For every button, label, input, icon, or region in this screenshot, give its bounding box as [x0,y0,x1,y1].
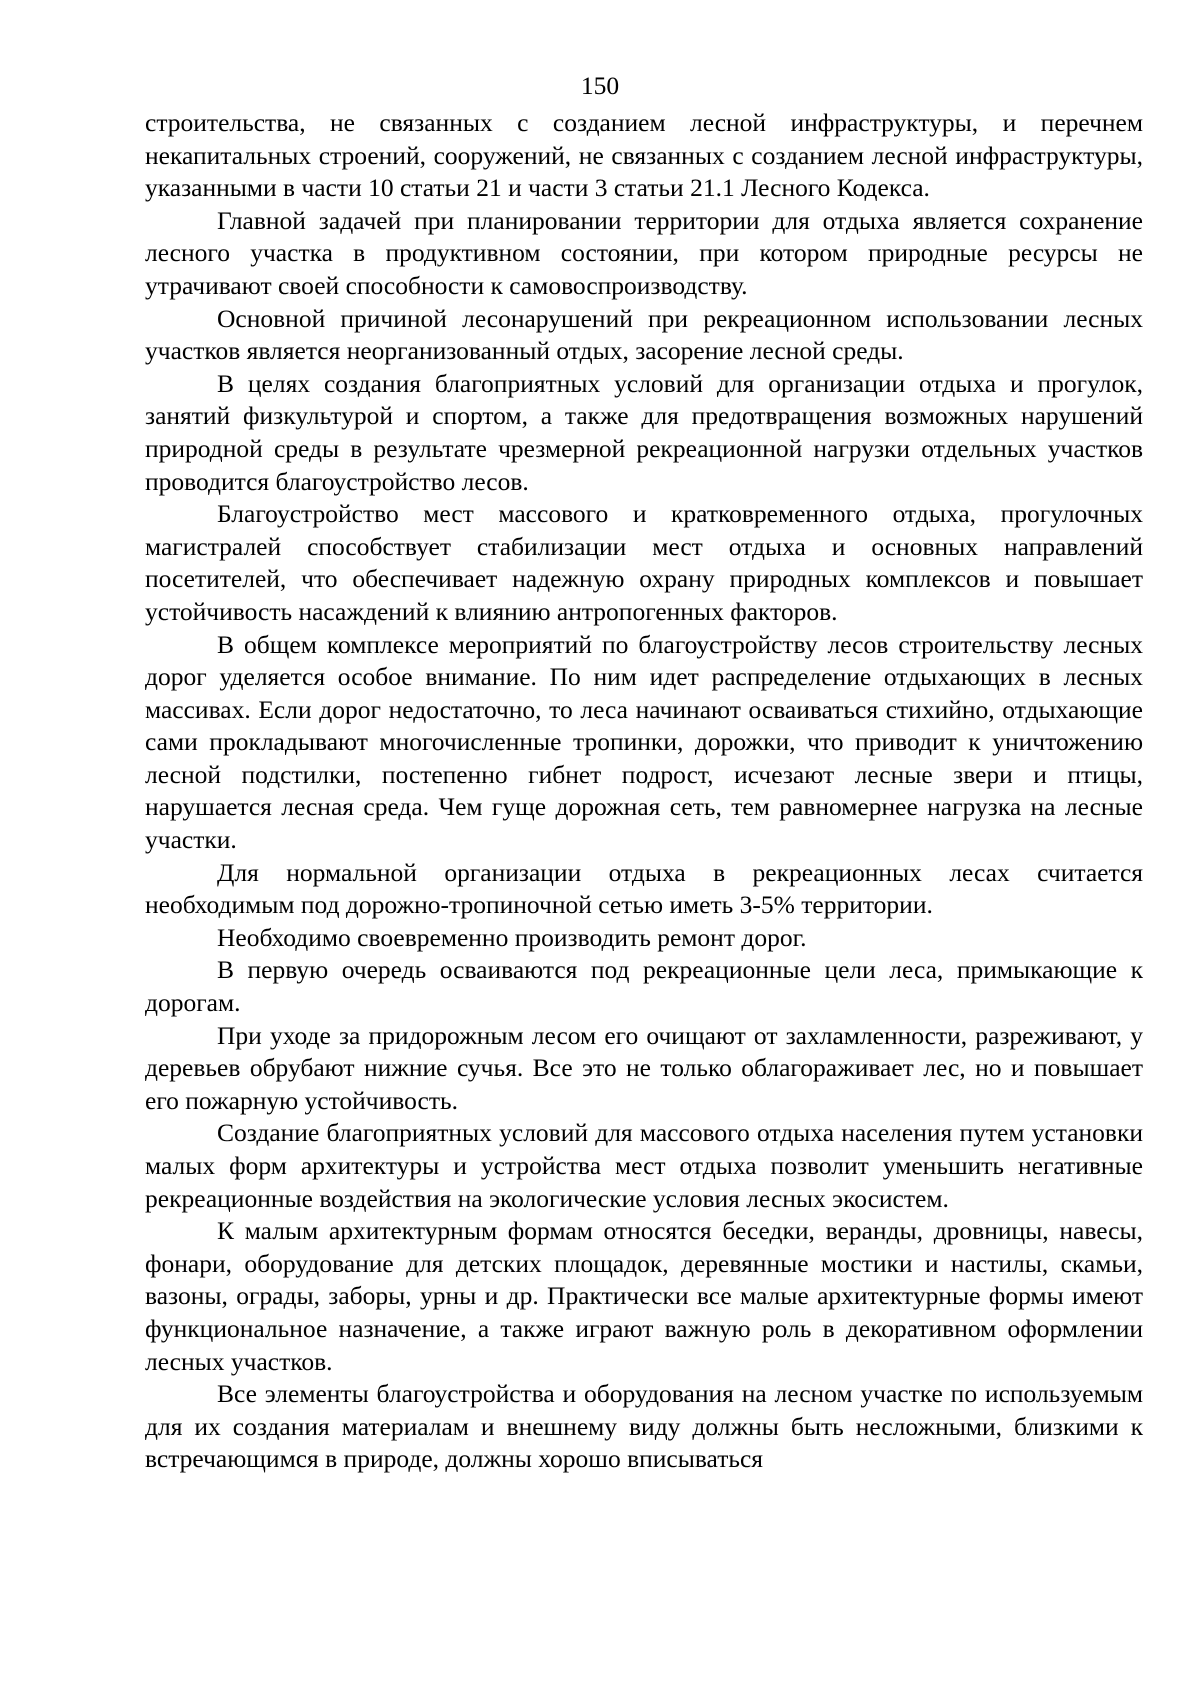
paragraph-continuation: строительства, не связанных с созданием лесной инфраструктуры, и перечнем некапитальных строений, сооружений, не связанных с созданием лесной инфраструктуры, указанными в части 10 статьи 21 и части 3 статьи 21.1 Лесного Кодекса. [145,108,1143,203]
paragraph: В целях создания благоприятных условий для организации отдыха и прогулок, занятий физкультурой и спортом, а также для предотвращения возможных нарушений природной среды в результате чрезмерной рекреационной нагрузки отдельных участков проводится благоустройство лесов. [145,368,1143,496]
paragraph: К малым архитектурным формам относятся беседки, веранды, дровницы, навесы, фонари, оборудование для детских площадок, деревянные мостики и настилы, скамьи, вазоны, ограды, заборы, урны и др. Практически все малые архитектурные формы имеют функциональное назначение, а также играют важную роль в декоративном оформлении лесных участков. [145,1216,1143,1376]
paragraph: В общем комплексе мероприятий по благоустройству лесов строительству лесных дорог уделяется особое внимание. По ним идет распределение отдыхающих в лесных массивах. Если дорог недостаточно, то леса начинают осваиваться стихийно, отдыхающие сами прокладывают многочисленные тропинки, дорожки, что приводит к уничтожению лесной подстилки, постепенно гибнет подрост, исчезают лесные звери и птицы, нарушается лесная среда. Чем гуще дорожная сеть, тем равномернее нагрузка на лесные участки. [145,629,1143,855]
document-body [145,107,1143,1476]
paragraph: Создание благоприятных условий для массового отдыха населения путем установки малых форм архитектуры и устройства мест отдыха позволит уменьшить негативные рекреационные воздействия на экологические условия лесных экосистем. [145,1118,1143,1213]
paragraph: В первую очередь осваиваются под рекреационные цели леса, примыкающие к дорогам. [145,955,1143,1018]
paragraph: Главной задачей при планировании территории для отдыха является сохранение лесного участка в продуктивном состоянии, при котором природные ресурсы не утрачивают своей способности к самовоспроизводству. [145,205,1143,300]
paragraph: Все элементы благоустройства и оборудования на лесном участке по используемым для их создания материалам и внешнему виду должны быть несложными, близкими к встречающимся в природе, должны хорошо вписываться [145,1379,1143,1474]
paragraph: Благоустройство мест массового и кратковременного отдыха, прогулочных магистралей способствует стабилизации мест отдыха и основных направлений посетителей, что обеспечивает надежную охрану природных комплексов и повышает устойчивость насаждений к влиянию антропогенных факторов. [145,499,1143,626]
paragraph: Основной причиной лесонарушений при рекреационном использовании лесных участков является неорганизованный отдых, засорение лесной среды. [145,303,1143,366]
page-number: 150 [580,71,620,100]
paragraph: При уходе за придорожным лесом его очищают от захламленности, разреживают, у деревьев обрубают нижние сучья. Все это не только облагораживает лес, но и повышает его пожарную устойчивость. [145,1020,1143,1115]
paragraph: Для нормальной организации отдыха в рекреационных лесах считается необходимым под дорожно-тропиночной сетью иметь 3-5% территории. [145,857,1143,920]
paragraph: Необходимо своевременно производить ремонт дорог. [217,922,807,952]
